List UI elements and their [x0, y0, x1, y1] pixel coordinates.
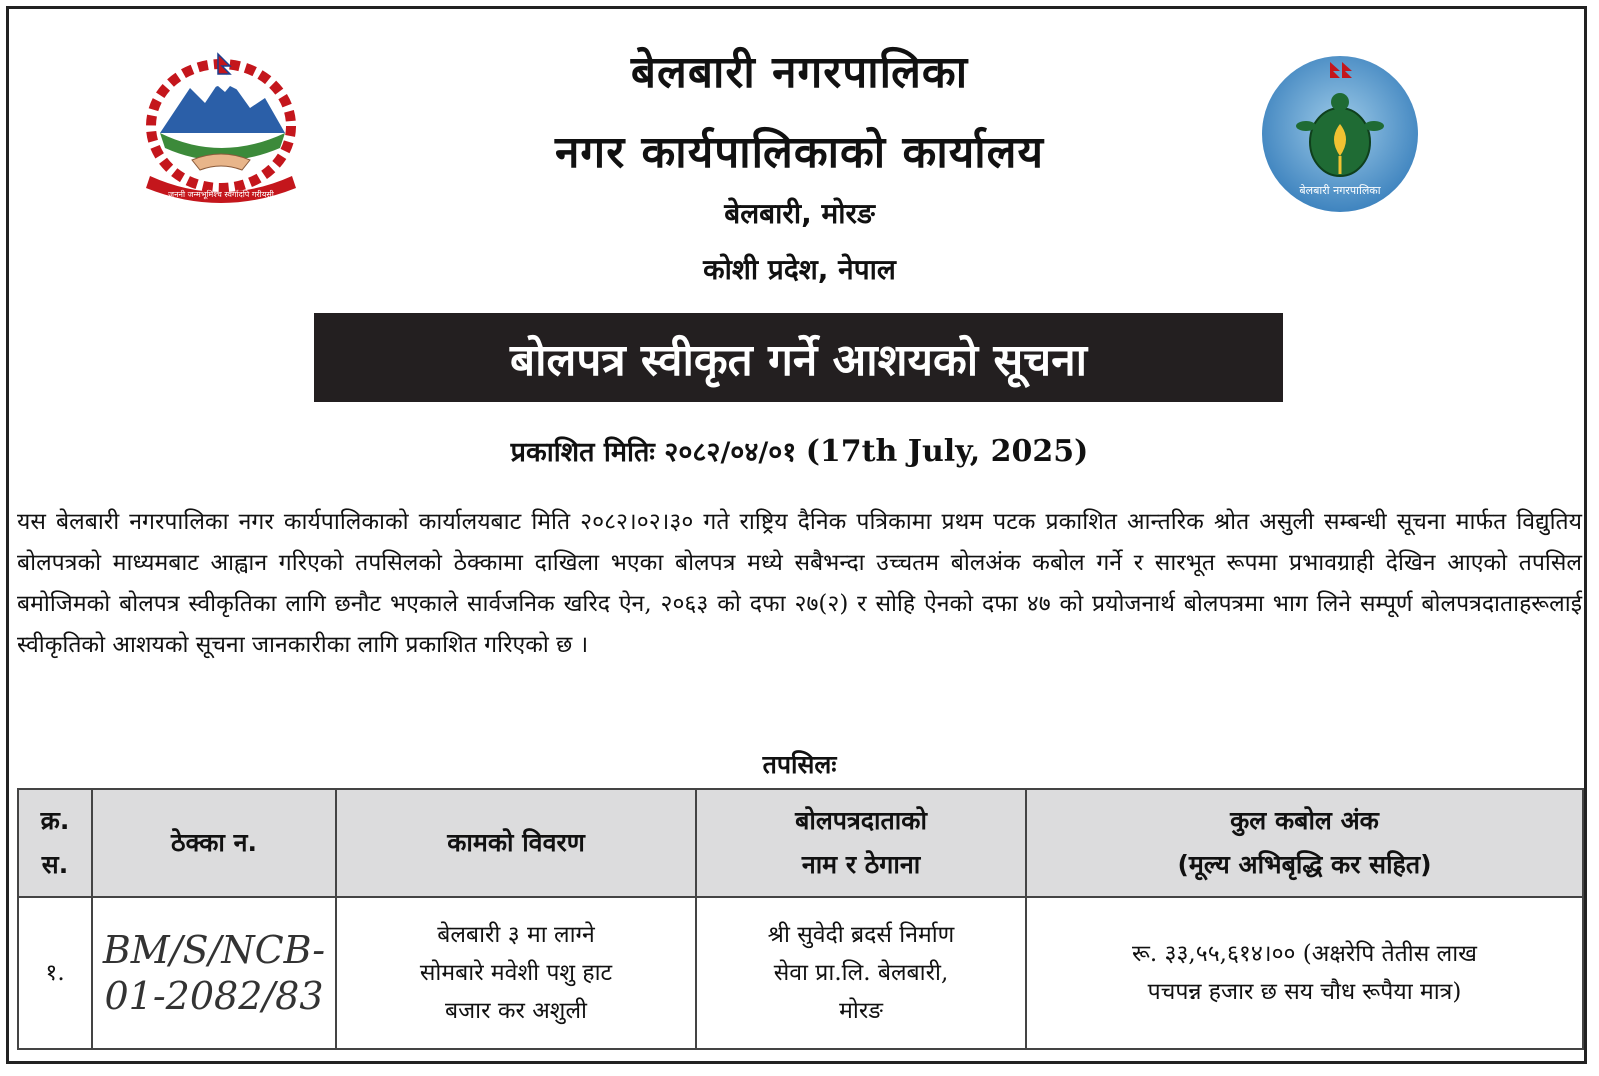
office-location: बेलबारी, मोरङ	[724, 197, 875, 230]
logo-text: बेलबारी नगरपालिका	[1299, 184, 1381, 197]
cell-amount: रू. ३३,५५,६१४।०० (अक्षरेपि तेतीस लाख पचपन्न हजार छ सय चौध रूपैया मात्र)	[1026, 897, 1583, 1049]
notice-body-paragraph: यस बेलबारी नगरपालिका नगर कार्यपालिकाको कार्यालयबाट मिति २०८२।०२।३० गते राष्ट्रिय दैनिक पत्रिकामा प्रथम पटक प्रकाशित आन्तरिक श्रोत असुली सम्बन्धी सूचना मार्फत विद्युतिय बोलपत्रको माध्यमबाट आह्वान गरिएको तपसिलको ठेक्कामा दाखिला भएका बोलपत्र मध्ये सबैभन्दा उच्चतम बोलअंक कबोल गर्ने र सारभूत रूपमा प्रभावग्राही देखिन आएको तपसिल बमोजिमको बोलपत्र स्वीकृतिका लागि छनौट भएकाले सार्वजनिक खरिद ऐन, २०६३ को दफा २७(२) र सोहि ऐनको दफा ४७ को प्रयोजनार्थ बोलपत्रमा भाग लिने सम्पूर्ण बोलपत्रदाताहरूलाई स्वीकृतिको आशयको सूचना जानकारीका लागि प्रकाशित गरिएको छ ।	[17, 509, 1582, 658]
notice-title-banner	[314, 313, 1283, 402]
publish-date-nepali: २०८२/०४/०१	[664, 437, 797, 468]
office-name: नगर कार्यपालिकाको कार्यालय	[555, 127, 1044, 178]
cell-bidder: श्री सुवेदी ब्रदर्स निर्माण सेवा प्रा.लि. बेलबारी, मोरङ	[696, 897, 1026, 1049]
header-description: कामको विवरण	[336, 789, 696, 897]
municipality-name: बेलबारी नगरपालिका	[630, 47, 969, 98]
publish-date-english: (17th July, 2025)	[805, 434, 1089, 469]
table-row	[18, 897, 1583, 1049]
office-province: कोशी प्रदेश, नेपाल	[703, 253, 896, 286]
table-header-row	[18, 789, 1583, 897]
notice-title: बोलपत्र स्वीकृत गर्ने आशयको सूचना	[509, 334, 1088, 386]
emblem-motto: जननी जन्मभूमिश्च स्वर्गादपि गरीयसी	[168, 190, 274, 199]
table-caption: तपसिलः	[762, 750, 837, 779]
header-bidder: बोलपत्रदाताको नाम र ठेगाना	[696, 789, 1026, 897]
cell-description: बेलबारी ३ मा लाग्ने सोमबारे मवेशी पशु हाट बजार कर अशुली	[336, 897, 696, 1049]
cell-serial: १.	[18, 897, 92, 1049]
cell-contract-no: BM/S/NCB- 01-2082/83	[92, 897, 336, 1049]
header-contract-no: ठेक्का न.	[92, 789, 336, 897]
header-serial: क्र. स.	[18, 789, 92, 897]
publish-label: प्रकाशित मितिः	[510, 437, 655, 468]
publish-date-line	[0, 432, 1599, 469]
header-amount: कुल कबोल अंक (मूल्य अभिबृद्धि कर सहित)	[1026, 789, 1583, 897]
bid-table	[17, 788, 1584, 1050]
